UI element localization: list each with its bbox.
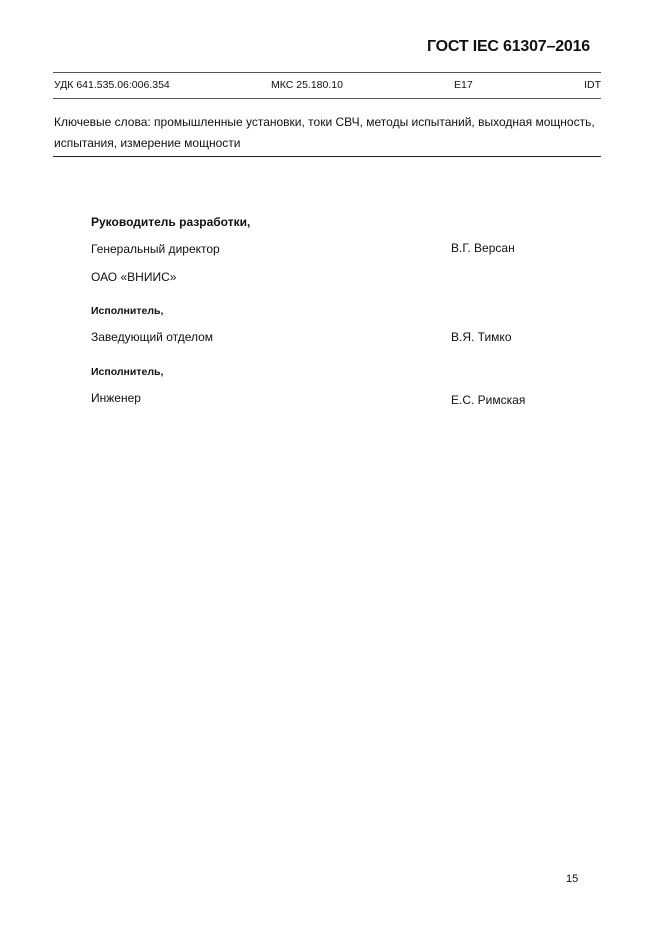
executor2-position: Инженер xyxy=(91,391,141,405)
executor1-name: В.Я. Тимко xyxy=(451,330,512,344)
classification-divider xyxy=(53,98,601,99)
executor1-position: Заведующий отделом xyxy=(91,330,214,344)
keywords-line-2: испытания, измерение мощности xyxy=(54,136,241,150)
standard-title: ГОСТ IEC 61307–2016 xyxy=(427,38,590,55)
head-organization: ОАО «ВНИИС» xyxy=(91,270,177,284)
executor1-label: Исполнитель, xyxy=(91,305,164,317)
keywords-line-1: Ключевые слова: промышленные установки, токи СВЧ, методы испытаний, выходная мощность, xyxy=(54,115,595,129)
head-name: В.Г. Версан xyxy=(451,241,515,255)
okp-code: Е17 xyxy=(454,79,473,91)
executor2-label: Исполнитель, xyxy=(91,366,164,378)
mks-code: МКС 25.180.10 xyxy=(271,79,343,91)
header-divider xyxy=(53,72,601,73)
keywords-divider xyxy=(53,156,601,157)
page-number: 15 xyxy=(566,873,579,885)
head-position: Генеральный директор xyxy=(91,242,220,256)
head-label: Руководитель разработки, xyxy=(91,215,251,229)
executor2-name: Е.С. Римская xyxy=(451,393,526,407)
udk-code: УДК 641.535.06:006.354 xyxy=(54,79,170,91)
equivalence-code: IDT xyxy=(584,79,601,91)
